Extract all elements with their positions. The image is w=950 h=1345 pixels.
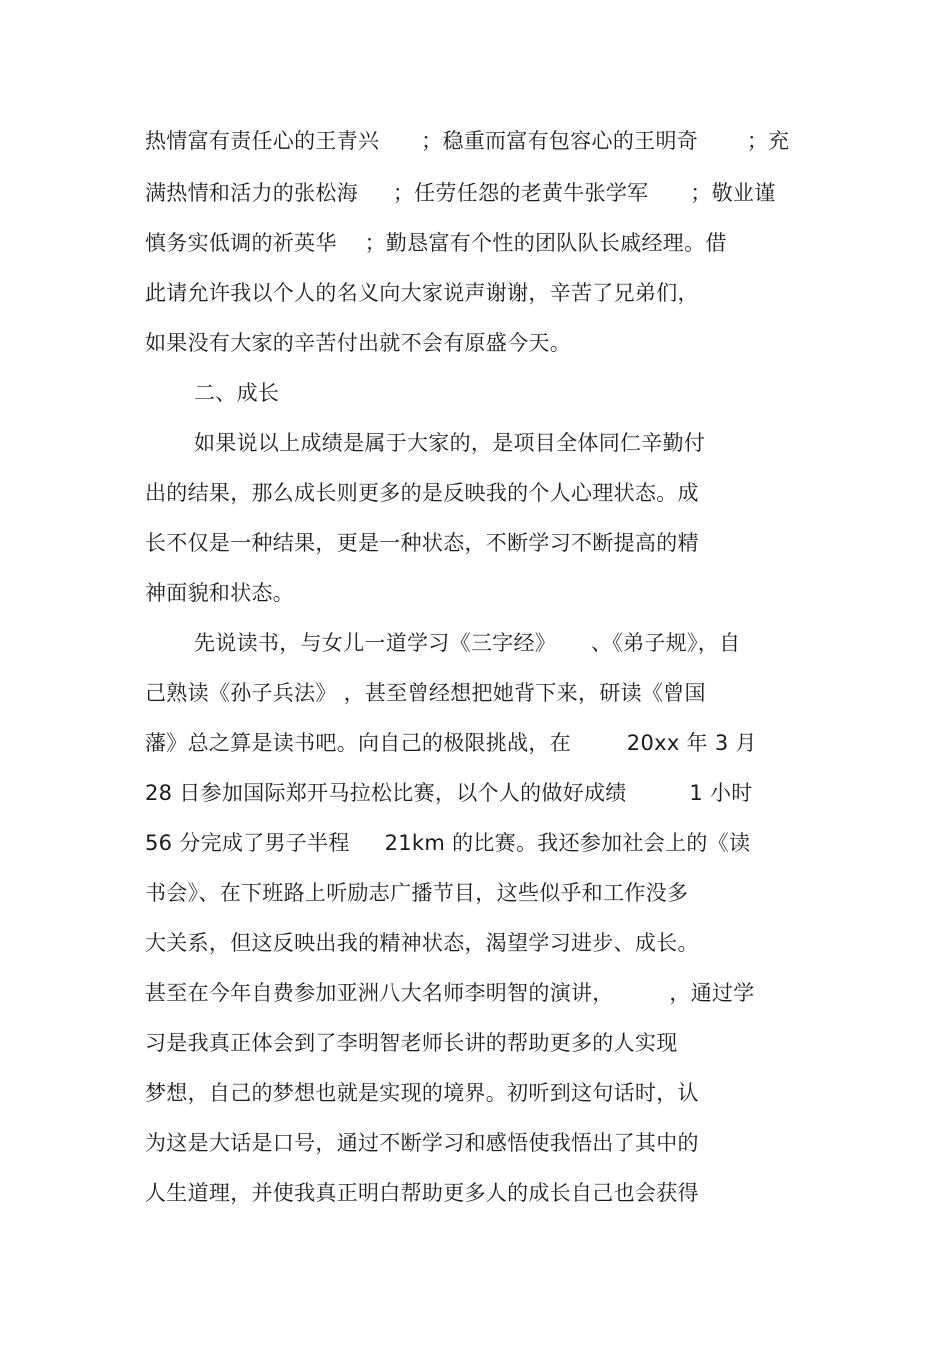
text-line-14: 28 日参加国际郑开马拉松比赛，以个人的做好成绩 1 小时 — [145, 781, 753, 805]
text-line-18: 甚至在今年自费参加亚洲八大名师李明智的演讲， ，通过学 — [145, 981, 755, 1005]
text-line-17: 大关系，但这反映出我的精神状态，渴望学习进步、成长。 — [145, 931, 699, 955]
text-line-10: 神面貌和状态。 — [145, 581, 295, 605]
text-line-8: 出的结果，那么成长则更多的是反映我的个人心理状态。成 — [145, 481, 699, 505]
text-line-1: 热情富有责任心的王青兴 ；稳重而富有包容心的王明奇 ；充 — [145, 129, 790, 153]
text-line-4: 此请允许我以个人的名义向大家说声谢谢，辛苦了兄弟们， — [145, 281, 699, 305]
text-line-9: 长不仅是一种结果，更是一种状态，不断学习不断提高的精 — [145, 531, 699, 555]
text-line-2: 满热情和活力的张松海 ；任劳任怨的老黄牛张学军 ；敬业谨 — [145, 181, 776, 205]
text-line-22: 人生道理，并使我真正明白帮助更多人的成长自己也会获得 — [145, 1181, 699, 1205]
text-line-5: 如果没有大家的辛苦付出就不会有原盛今天。 — [145, 331, 571, 355]
text-line-19: 习是我真正体会到了李明智老师长讲的帮助更多的人实现 — [145, 1031, 678, 1055]
text-line-20: 梦想，自己的梦想也就是实现的境界。初听到这句话时，认 — [145, 1081, 699, 1105]
text-line-16: 书会》、在下班路上听励志广播节目，这些似乎和工作没多 — [145, 881, 689, 905]
text-line-15: 56 分完成了男子半程 21km 的比赛。我还参加社会上的《读 — [145, 831, 751, 855]
section-heading: 二、成长 — [194, 381, 280, 405]
text-line-21: 为这是大话是口号，通过不断学习和感悟使我悟出了其中的 — [145, 1131, 699, 1155]
text-line-13: 藩》总之算是读书吧。向自己的极限挑战，在 20xx 年 3 月 — [145, 731, 757, 755]
text-line-3: 慎务实低调的祈英华 ；勤恳富有个性的团队队长戚经理。借 — [145, 231, 727, 255]
text-line-12: 己熟读《孙子兵法》 ，甚至曾经想把她背下来，研读《曾国 — [145, 681, 706, 705]
text-line-7: 如果说以上成绩是属于大家的，是项目全体同仁辛勤付 — [194, 431, 706, 455]
text-line-11: 先说读书，与女儿一道学习《三字经》 、《弟子规》，自 — [194, 631, 741, 655]
